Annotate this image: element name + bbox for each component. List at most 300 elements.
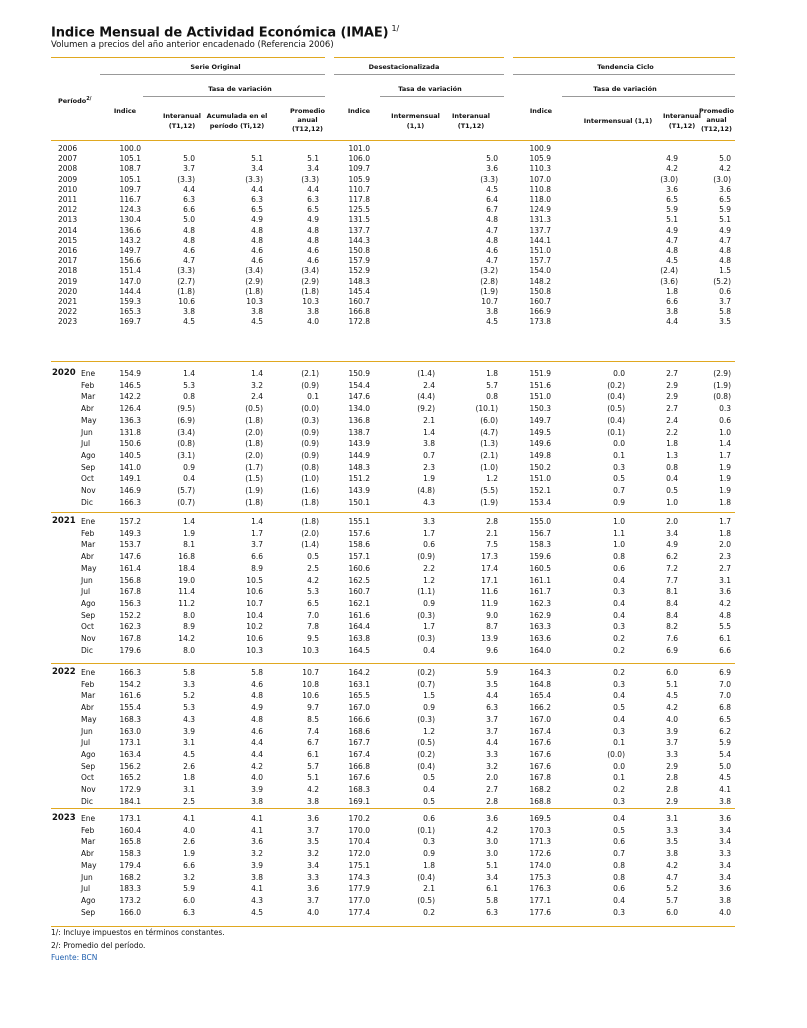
annual-row-2019-promedio: (2.9) <box>301 277 319 286</box>
row-2022-oct-tend-interanual: 2.8 <box>666 773 678 782</box>
row-2023-sep-tend-interanual: 6.0 <box>666 908 678 917</box>
row-2020-jul-desest-intermensual: 3.8 <box>423 439 435 448</box>
row-2022-mar-acumulada: 4.8 <box>251 691 263 700</box>
page-subtitle: Volumen a precios del año anterior encadenado (Referencia 2006) <box>51 40 334 50</box>
annual-row-2014-label: 2014 <box>58 226 78 235</box>
annual-row-2012-promedio: 6.5 <box>307 205 319 214</box>
row-2022-may-desest-intermensual: (0.3) <box>417 715 435 724</box>
rule-year-block-0 <box>51 361 735 362</box>
row-2021-jul-tend-interanual: 8.1 <box>666 587 678 596</box>
row-2021-oct-tend-promedio: 5.5 <box>719 622 731 631</box>
annual-row-2017-indice: 156.6 <box>119 256 141 265</box>
annual-row-2014-indice: 136.6 <box>119 226 141 235</box>
row-2020-oct-indice: 149.1 <box>119 474 141 483</box>
row-2023-feb-tend-promedio: 3.4 <box>719 826 731 835</box>
annual-row-2013-tend-promedio: 5.1 <box>719 215 731 224</box>
annual-row-2012-indice: 124.3 <box>119 205 141 214</box>
row-2020-ago-promedio: (0.9) <box>301 451 319 460</box>
row-2022-oct-desest-intermensual: 0.5 <box>423 773 435 782</box>
annual-row-2015-promedio: 4.8 <box>307 236 319 245</box>
annual-row-2018-label: 2018 <box>58 266 78 275</box>
annual-row-2023-desest-interanual: 4.5 <box>486 317 498 326</box>
row-2020-may-promedio: (0.3) <box>301 416 319 425</box>
year-label-2023: 2023 <box>52 813 76 823</box>
row-2022-may-tend-intermensual: 0.4 <box>613 715 625 724</box>
row-2020-abr-promedio: (0.0) <box>301 404 319 413</box>
row-2022-ene-promedio: 10.7 <box>302 668 319 677</box>
row-2023-may-interanual: 6.6 <box>183 861 195 870</box>
row-2022-jul-tend-indice: 167.6 <box>529 738 551 747</box>
row-2022-may-desest-indice: 166.6 <box>348 715 370 724</box>
row-2020-feb-indice: 146.5 <box>119 381 141 390</box>
rule-group-tend <box>513 74 735 75</box>
row-2021-jul-desest-interanual: 11.6 <box>481 587 498 596</box>
row-2022-ago-promedio: 6.1 <box>307 750 319 759</box>
row-2021-jun-tend-indice: 161.1 <box>529 576 551 585</box>
row-2022-may-interanual: 4.3 <box>183 715 195 724</box>
row-2022-jun-desest-intermensual: 1.2 <box>423 727 435 736</box>
row-2021-may-indice: 161.4 <box>119 564 141 573</box>
row-2023-abr-desest-interanual: 3.0 <box>486 849 498 858</box>
row-2022-may-acumulada: 4.8 <box>251 715 263 724</box>
row-2021-nov-promedio: 9.5 <box>307 634 319 643</box>
row-2021-jun-desest-intermensual: 1.2 <box>423 576 435 585</box>
row-2021-may-promedio: 2.5 <box>307 564 319 573</box>
row-2020-abr-desest-intermensual: (9.2) <box>417 404 435 413</box>
annual-row-2016-indice: 149.7 <box>119 246 141 255</box>
row-2020-abr-tend-intermensual: (0.5) <box>607 404 625 413</box>
row-2020-abr-desest-indice: 134.0 <box>348 404 370 413</box>
row-2021-sep-tend-indice: 162.9 <box>529 611 551 620</box>
annual-row-2007-tend-promedio: 5.0 <box>719 154 731 163</box>
row-2023-sep-desest-indice: 177.4 <box>348 908 370 917</box>
row-2021-mar-tend-intermensual: 1.0 <box>613 540 625 549</box>
annual-row-2010-tend-interanual: 3.6 <box>666 185 678 194</box>
annual-row-2011-promedio: 6.3 <box>307 195 319 204</box>
page-title <box>51 24 399 40</box>
row-2021-dic-label: Dic <box>81 646 93 655</box>
row-2020-sep-tend-interanual: 0.8 <box>666 463 678 472</box>
annual-row-2019-tend-interanual: (3.6) <box>660 277 678 286</box>
row-2021-jun-tend-promedio: 3.1 <box>719 576 731 585</box>
row-2023-jul-desest-intermensual: 2.1 <box>423 884 435 893</box>
row-2020-may-desest-interanual: (6.0) <box>480 416 498 425</box>
annual-row-2010-indice: 109.7 <box>119 185 141 194</box>
row-2021-oct-promedio: 7.8 <box>307 622 319 631</box>
row-2020-ago-label: Ago <box>81 451 96 460</box>
row-2020-ene-tend-indice: 151.9 <box>529 369 551 378</box>
row-2022-feb-interanual: 3.3 <box>183 680 195 689</box>
year-label-2022: 2022 <box>52 667 76 677</box>
row-2023-ago-desest-intermensual: (0.5) <box>417 896 435 905</box>
row-2020-dic-desest-interanual: (1.9) <box>480 498 498 507</box>
annual-row-2006-tend-indice: 100.9 <box>529 144 551 153</box>
row-2020-ene-tend-interanual: 2.7 <box>666 369 678 378</box>
tasa-label-tend: Tasa de variación <box>593 85 657 93</box>
row-2021-jul-tend-intermensual: 0.3 <box>613 587 625 596</box>
row-2022-ago-acumulada: 4.4 <box>251 750 263 759</box>
row-2023-jun-desest-intermensual: (0.4) <box>417 873 435 882</box>
t112-header-desest: (T1,12) <box>457 122 485 130</box>
row-2020-sep-desest-interanual: (1.0) <box>480 463 498 472</box>
row-2021-feb-acumulada: 1.7 <box>251 529 263 538</box>
annual-row-2008-acumulada: 3.4 <box>251 164 263 173</box>
row-2020-ene-tend-intermensual: 0.0 <box>613 369 625 378</box>
row-2020-dic-tend-interanual: 1.0 <box>666 498 678 507</box>
row-2022-oct-interanual: 1.8 <box>183 773 195 782</box>
row-2022-mar-tend-intermensual: 0.4 <box>613 691 625 700</box>
row-2023-sep-tend-promedio: 4.0 <box>719 908 731 917</box>
row-2020-ene-label: Ene <box>81 369 96 378</box>
row-2020-ago-interanual: (3.1) <box>177 451 195 460</box>
row-2023-ene-promedio: 3.6 <box>307 814 319 823</box>
row-2022-oct-acumulada: 4.0 <box>251 773 263 782</box>
annual-row-2023-promedio: 4.0 <box>307 317 319 326</box>
row-2022-may-indice: 168.3 <box>119 715 141 724</box>
row-2021-abr-acumulada: 6.6 <box>251 552 263 561</box>
row-2021-oct-desest-intermensual: 1.7 <box>423 622 435 631</box>
row-2023-may-desest-interanual: 5.1 <box>486 861 498 870</box>
row-2020-abr-tend-interanual: 2.7 <box>666 404 678 413</box>
row-2020-oct-tend-interanual: 0.4 <box>666 474 678 483</box>
annual-row-2009-tend-interanual: (3.0) <box>660 175 678 184</box>
row-2022-mar-indice: 161.6 <box>119 691 141 700</box>
row-2023-sep-promedio: 4.0 <box>307 908 319 917</box>
row-2020-may-desest-indice: 136.8 <box>348 416 370 425</box>
row-2020-sep-acumulada: (1.7) <box>245 463 263 472</box>
row-2020-jul-label: Jul <box>81 439 91 448</box>
annual-row-2022-desest-indice: 166.8 <box>348 307 370 316</box>
t112-header-tend: (T1,12) <box>668 122 696 130</box>
row-2022-ago-tend-interanual: 3.3 <box>666 750 678 759</box>
row-2021-ago-desest-interanual: 11.9 <box>481 599 498 608</box>
row-2022-mar-promedio: 10.6 <box>302 691 319 700</box>
row-2021-feb-tend-interanual: 3.4 <box>666 529 678 538</box>
annual-row-2019-label: 2019 <box>58 277 78 286</box>
row-2022-oct-label: Oct <box>81 773 94 782</box>
row-2022-sep-tend-intermensual: 0.0 <box>613 762 625 771</box>
row-2023-may-desest-intermensual: 1.8 <box>423 861 435 870</box>
annual-row-2009-acumulada: (3.3) <box>245 175 263 184</box>
interanual-header-desest: Interanual <box>451 112 491 120</box>
row-2020-sep-promedio: (0.8) <box>301 463 319 472</box>
row-2021-oct-tend-interanual: 8.2 <box>666 622 678 631</box>
row-2021-may-tend-promedio: 2.7 <box>719 564 731 573</box>
tasa-label-desest: Tasa de variación <box>398 85 462 93</box>
row-2021-jul-tend-promedio: 3.6 <box>719 587 731 596</box>
rule-top-orig <box>51 57 325 58</box>
row-2022-nov-desest-intermensual: 0.4 <box>423 785 435 794</box>
row-2022-abr-tend-interanual: 4.2 <box>666 703 678 712</box>
annual-row-2011-acumulada: 6.3 <box>251 195 263 204</box>
row-2021-abr-tend-promedio: 2.3 <box>719 552 731 561</box>
annual-row-2008-desest-indice: 109.7 <box>348 164 370 173</box>
row-2021-sep-indice: 152.2 <box>119 611 141 620</box>
prom-header-tend-3: (T12,12) <box>701 125 732 133</box>
row-2021-ene-tend-intermensual: 1.0 <box>613 517 625 526</box>
row-2023-mar-tend-indice: 171.3 <box>529 837 551 846</box>
row-2020-jun-desest-interanual: (4.7) <box>480 428 498 437</box>
row-2021-ene-desest-interanual: 2.8 <box>486 517 498 526</box>
annual-row-2014-promedio: 4.8 <box>307 226 319 235</box>
row-2023-feb-tend-intermensual: 0.5 <box>613 826 625 835</box>
annual-row-2013-desest-indice: 131.5 <box>348 215 370 224</box>
annual-row-2013-promedio: 4.9 <box>307 215 319 224</box>
row-2023-abr-desest-indice: 172.0 <box>348 849 370 858</box>
annual-row-2022-tend-interanual: 3.8 <box>666 307 678 316</box>
prom-header-tend-1: Promedio <box>699 107 734 115</box>
row-2020-oct-promedio: (1.0) <box>301 474 319 483</box>
annual-row-2012-acumulada: 6.5 <box>251 205 263 214</box>
row-2022-dic-tend-indice: 168.8 <box>529 797 551 806</box>
annual-row-2011-desest-interanual: 6.4 <box>486 195 498 204</box>
row-2022-feb-tend-interanual: 5.1 <box>666 680 678 689</box>
row-2021-dic-tend-promedio: 6.6 <box>719 646 731 655</box>
row-2022-abr-desest-intermensual: 0.9 <box>423 703 435 712</box>
row-2020-dic-desest-indice: 150.1 <box>348 498 370 507</box>
row-2022-abr-desest-interanual: 6.3 <box>486 703 498 712</box>
annual-row-2015-interanual: 4.8 <box>183 236 195 245</box>
annual-row-2021-acumulada: 10.3 <box>246 297 263 306</box>
annual-row-2022-label: 2022 <box>58 307 78 316</box>
row-2020-jun-desest-intermensual: 1.4 <box>423 428 435 437</box>
row-2020-abr-interanual: (9.5) <box>177 404 195 413</box>
annual-row-2006-label: 2006 <box>58 144 78 153</box>
row-2023-feb-tend-indice: 170.3 <box>529 826 551 835</box>
row-2020-feb-interanual: 5.3 <box>183 381 195 390</box>
row-2023-jun-desest-indice: 174.3 <box>348 873 370 882</box>
row-2023-jun-tend-promedio: 3.4 <box>719 873 731 882</box>
annual-row-2015-acumulada: 4.8 <box>251 236 263 245</box>
annual-row-2023-tend-indice: 173.8 <box>529 317 551 326</box>
annual-row-2023-indice: 169.7 <box>119 317 141 326</box>
row-2020-may-acumulada: (1.8) <box>245 416 263 425</box>
row-2022-ago-desest-indice: 167.4 <box>348 750 370 759</box>
row-2022-oct-tend-intermensual: 0.1 <box>613 773 625 782</box>
row-2020-oct-label: Oct <box>81 474 94 483</box>
annual-row-2011-desest-indice: 117.8 <box>348 195 370 204</box>
row-2020-jun-promedio: (0.9) <box>301 428 319 437</box>
prom-header-orig-2: anual <box>297 116 318 124</box>
row-2022-mar-tend-interanual: 4.5 <box>666 691 678 700</box>
row-2022-nov-indice: 172.9 <box>119 785 141 794</box>
annual-row-2019-acumulada: (2.9) <box>245 277 263 286</box>
row-2021-jun-desest-interanual: 17.1 <box>481 576 498 585</box>
row-2022-ene-desest-interanual: 5.9 <box>486 668 498 677</box>
row-2020-abr-indice: 126.4 <box>119 404 141 413</box>
annual-row-2016-tend-indice: 151.0 <box>529 246 551 255</box>
rule-group-orig <box>100 74 325 75</box>
row-2021-jul-acumulada: 10.6 <box>246 587 263 596</box>
row-2020-oct-desest-interanual: 1.2 <box>486 474 498 483</box>
row-2022-nov-desest-indice: 168.3 <box>348 785 370 794</box>
row-2021-mar-acumulada: 3.7 <box>251 540 263 549</box>
annual-row-2018-desest-indice: 152.9 <box>348 266 370 275</box>
row-2021-may-acumulada: 8.9 <box>251 564 263 573</box>
row-2023-ene-desest-indice: 170.2 <box>348 814 370 823</box>
annual-row-2017-tend-promedio: 4.8 <box>719 256 731 265</box>
row-2020-may-label: May <box>81 416 97 425</box>
row-2023-jun-desest-interanual: 3.4 <box>486 873 498 882</box>
row-2023-jun-label: Jun <box>81 873 93 882</box>
row-2023-jul-label: Jul <box>81 884 91 893</box>
row-2022-dic-tend-intermensual: 0.3 <box>613 797 625 806</box>
row-2020-jul-desest-interanual: (1.3) <box>480 439 498 448</box>
annual-row-2011-tend-promedio: 6.5 <box>719 195 731 204</box>
annual-row-2020-label: 2020 <box>58 287 78 296</box>
rule-year-block-3 <box>51 808 735 809</box>
row-2021-ene-tend-indice: 155.0 <box>529 517 551 526</box>
row-2021-dic-desest-indice: 164.5 <box>348 646 370 655</box>
annual-row-2010-desest-indice: 110.7 <box>348 185 370 194</box>
row-2023-sep-indice: 166.0 <box>119 908 141 917</box>
row-2022-jul-acumulada: 4.4 <box>251 738 263 747</box>
row-2020-dic-label: Dic <box>81 498 93 507</box>
row-2021-feb-tend-indice: 156.7 <box>529 529 551 538</box>
annual-row-2013-tend-interanual: 5.1 <box>666 215 678 224</box>
row-2022-jul-desest-interanual: 4.4 <box>486 738 498 747</box>
annual-row-2022-interanual: 3.8 <box>183 307 195 316</box>
row-2023-jul-desest-interanual: 6.1 <box>486 884 498 893</box>
row-2023-may-tend-intermensual: 0.8 <box>613 861 625 870</box>
row-2021-sep-desest-intermensual: (0.3) <box>417 611 435 620</box>
annual-row-2011-tend-interanual: 6.5 <box>666 195 678 204</box>
annual-row-2009-tend-promedio: (3.0) <box>713 175 731 184</box>
annual-row-2009-promedio: (3.3) <box>301 175 319 184</box>
row-2023-abr-desest-intermensual: 0.9 <box>423 849 435 858</box>
annual-row-2021-desest-indice: 160.7 <box>348 297 370 306</box>
annual-row-2007-tend-interanual: 4.9 <box>666 154 678 163</box>
row-2022-abr-tend-intermensual: 0.5 <box>613 703 625 712</box>
row-2023-may-promedio: 3.4 <box>307 861 319 870</box>
row-2020-abr-tend-indice: 150.3 <box>529 404 551 413</box>
row-2020-may-indice: 136.3 <box>119 416 141 425</box>
row-2023-ago-indice: 173.2 <box>119 896 141 905</box>
row-2023-abr-label: Abr <box>81 849 94 858</box>
row-2023-jul-tend-intermensual: 0.6 <box>613 884 625 893</box>
row-2021-dic-interanual: 8.0 <box>183 646 195 655</box>
rule-header-bottom <box>51 140 735 141</box>
row-2021-jun-tend-intermensual: 0.4 <box>613 576 625 585</box>
row-2020-jul-tend-intermensual: 0.0 <box>613 439 625 448</box>
row-2022-may-label: May <box>81 715 97 724</box>
annual-row-2021-interanual: 10.6 <box>178 297 195 306</box>
annual-row-2018-desest-interanual: (3.2) <box>480 266 498 275</box>
annual-row-2020-tend-promedio: 0.6 <box>719 287 731 296</box>
row-2022-jun-acumulada: 4.6 <box>251 727 263 736</box>
row-2022-dic-desest-indice: 169.1 <box>348 797 370 806</box>
annual-row-2019-desest-interanual: (2.8) <box>480 277 498 286</box>
row-2020-ene-desest-indice: 150.9 <box>348 369 370 378</box>
row-2021-abr-tend-interanual: 6.2 <box>666 552 678 561</box>
row-2023-ene-tend-promedio: 3.6 <box>719 814 731 823</box>
row-2023-ene-interanual: 4.1 <box>183 814 195 823</box>
annual-row-2016-promedio: 4.6 <box>307 246 319 255</box>
row-2021-may-tend-intermensual: 0.6 <box>613 564 625 573</box>
row-2020-feb-tend-interanual: 2.9 <box>666 381 678 390</box>
annual-row-2022-promedio: 3.8 <box>307 307 319 316</box>
row-2023-mar-promedio: 3.5 <box>307 837 319 846</box>
annual-row-2012-label: 2012 <box>58 205 78 214</box>
row-2020-mar-promedio: 0.1 <box>307 392 319 401</box>
row-2020-abr-label: Abr <box>81 404 94 413</box>
rule-group-desest <box>334 74 504 75</box>
annual-row-2013-indice: 130.4 <box>119 215 141 224</box>
interanual-header-tend: Interanual <box>662 112 702 120</box>
row-2021-may-tend-interanual: 7.2 <box>666 564 678 573</box>
row-2022-feb-promedio: 10.8 <box>302 680 319 689</box>
row-2021-feb-label: Feb <box>81 529 95 538</box>
row-2023-ago-desest-interanual: 5.8 <box>486 896 498 905</box>
row-2020-feb-desest-intermensual: 2.4 <box>423 381 435 390</box>
row-2023-abr-promedio: 3.2 <box>307 849 319 858</box>
row-2022-may-tend-indice: 167.0 <box>529 715 551 724</box>
annual-row-2007-acumulada: 5.1 <box>251 154 263 163</box>
row-2022-sep-tend-promedio: 5.0 <box>719 762 731 771</box>
annual-row-2017-desest-interanual: 4.7 <box>486 256 498 265</box>
row-2022-jul-desest-indice: 167.7 <box>348 738 370 747</box>
row-2020-jun-tend-intermensual: (0.1) <box>607 428 625 437</box>
annual-row-2019-tend-indice: 148.2 <box>529 277 551 286</box>
annual-row-2010-label: 2010 <box>58 185 78 194</box>
annual-row-2007-label: 2007 <box>58 154 78 163</box>
row-2020-ago-desest-indice: 144.9 <box>348 451 370 460</box>
row-2022-dic-acumulada: 3.8 <box>251 797 263 806</box>
row-2022-jul-interanual: 3.1 <box>183 738 195 747</box>
acum-header-2: período (Ti,12) <box>209 122 265 130</box>
row-2022-abr-tend-promedio: 6.8 <box>719 703 731 712</box>
row-2021-nov-tend-intermensual: 0.2 <box>613 634 625 643</box>
row-2022-ene-desest-intermensual: (0.2) <box>417 668 435 677</box>
annual-row-2016-desest-interanual: 4.6 <box>486 246 498 255</box>
row-2023-ene-tend-indice: 169.5 <box>529 814 551 823</box>
annual-row-2021-promedio: 10.3 <box>302 297 319 306</box>
row-2023-ago-acumulada: 4.3 <box>251 896 263 905</box>
row-2023-abr-tend-interanual: 3.8 <box>666 849 678 858</box>
row-2023-mar-interanual: 2.6 <box>183 837 195 846</box>
row-2022-jul-promedio: 6.7 <box>307 738 319 747</box>
annual-row-2012-tend-interanual: 5.9 <box>666 205 678 214</box>
row-2021-nov-tend-interanual: 7.6 <box>666 634 678 643</box>
annual-row-2020-acumulada: (1.8) <box>245 287 263 296</box>
annual-row-2014-acumulada: 4.8 <box>251 226 263 235</box>
row-2023-feb-promedio: 3.7 <box>307 826 319 835</box>
row-2022-jul-indice: 173.1 <box>119 738 141 747</box>
row-2020-feb-desest-indice: 154.4 <box>348 381 370 390</box>
interanual-header-orig: Interanual <box>162 112 202 120</box>
row-2023-ago-interanual: 6.0 <box>183 896 195 905</box>
row-2021-sep-acumulada: 10.4 <box>246 611 263 620</box>
annual-row-2019-interanual: (2.7) <box>177 277 195 286</box>
row-2020-mar-tend-intermensual: (0.4) <box>607 392 625 401</box>
row-2021-jul-promedio: 5.3 <box>307 587 319 596</box>
annual-row-2016-desest-indice: 150.8 <box>348 246 370 255</box>
row-2022-abr-promedio: 9.7 <box>307 703 319 712</box>
row-2021-dic-tend-indice: 164.0 <box>529 646 551 655</box>
annual-row-2017-promedio: 4.6 <box>307 256 319 265</box>
row-2021-jul-desest-indice: 160.7 <box>348 587 370 596</box>
row-2020-mar-interanual: 0.8 <box>183 392 195 401</box>
annual-row-2009-desest-interanual: (3.3) <box>480 175 498 184</box>
annual-row-2008-interanual: 3.7 <box>183 164 195 173</box>
row-2021-sep-promedio: 7.0 <box>307 611 319 620</box>
annual-row-2011-interanual: 6.3 <box>183 195 195 204</box>
row-2021-ago-desest-intermensual: 0.9 <box>423 599 435 608</box>
tasa-label-orig: Tasa de variación <box>208 85 272 93</box>
row-2022-ago-tend-intermensual: (0.0) <box>607 750 625 759</box>
annual-row-2021-indice: 159.3 <box>119 297 141 306</box>
row-2022-dic-label: Dic <box>81 797 93 806</box>
